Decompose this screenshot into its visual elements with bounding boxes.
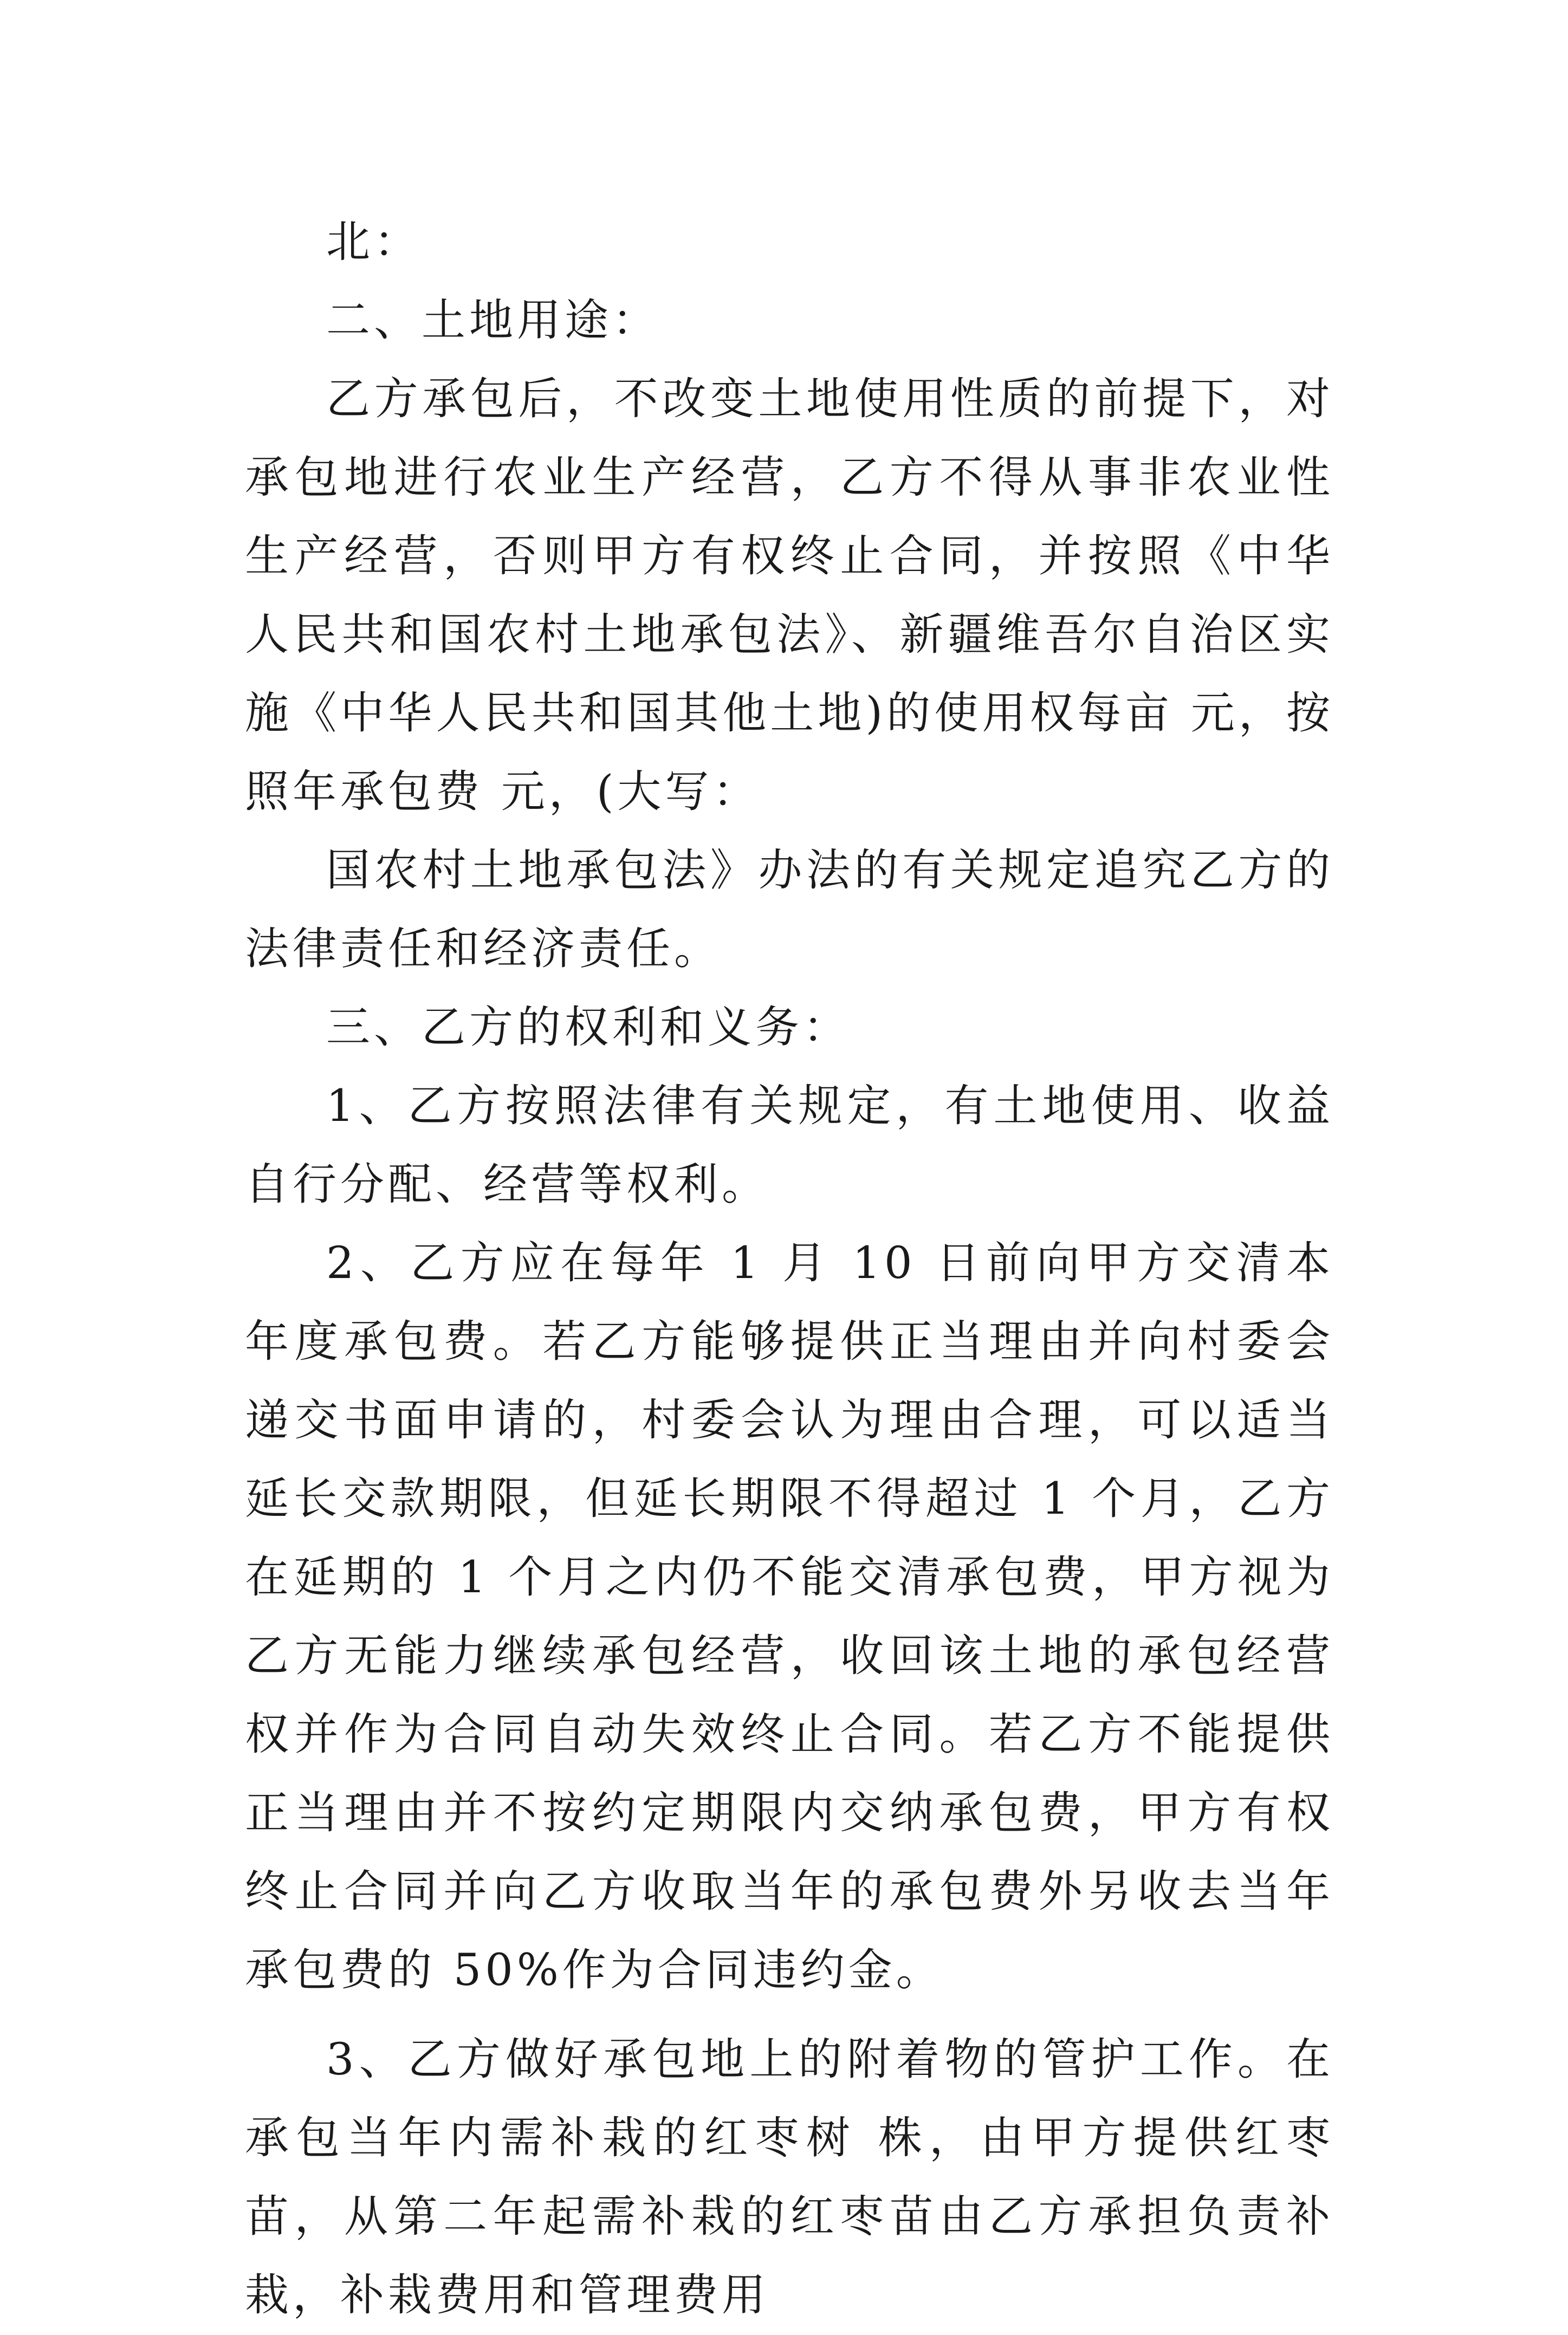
paragraph-north: 北： <box>326 217 422 268</box>
paragraph-clause-3: 3、乙方做好承包地上的附着物的管护工作。在承包当年内需补栽的红枣树 株，由甲方提供红枣苗，从第二年起需补栽的红枣苗由乙方承担负责补栽，补栽费用和管理费用 <box>245 2034 1334 2321</box>
paragraph-clause-1: 1、乙方按照法律有关规定，有土地使用、收益自行分配、经营等权利。 <box>245 1081 1334 1210</box>
paragraph-legal-liability: 国农村土地承包法》办法的有关规定追究乙方的法律责任和经济责任。 <box>245 845 1334 975</box>
heading-rights-obligations: 三、乙方的权利和义务： <box>326 1002 851 1053</box>
paragraph-land-use: 乙方承包后，不改变土地使用性质的前提下，对承包地进行农业生产经营，乙方不得从事非农业性生产经营，否则甲方有权终止合同，并按照《中华人民共和国农村土地承包法》、新疆维吾尔自治区实施《中华人民共和国其他土地)的使用权每亩 元，按照年承包费 元，(大写： <box>245 374 1334 818</box>
heading-land-use: 二、土地用途： <box>326 295 660 346</box>
paragraph-clause-2: 2、乙方应在每年 1 月 10 日前向甲方交清本年度承包费。若乙方能够提供正当理由并向村委会递交书面申请的，村委会认为理由合理，可以适当延长交款期限，但延长期限不得超过 1 个月，乙方在延期的 1 个月之内仍不能交清承包费，甲方视为乙方无能力继续承包经营，收回该土地的承包经营权并作为合同自动失效终止合同。若乙方不能提供正当理由并不按约定期限内交纳承包费，甲方有权终止合同并向乙方收取当年的承包费外另收去当年承包费的 50%作为合同违约金。 <box>245 1238 1334 1996</box>
document-body <box>245 203 1334 2335</box>
